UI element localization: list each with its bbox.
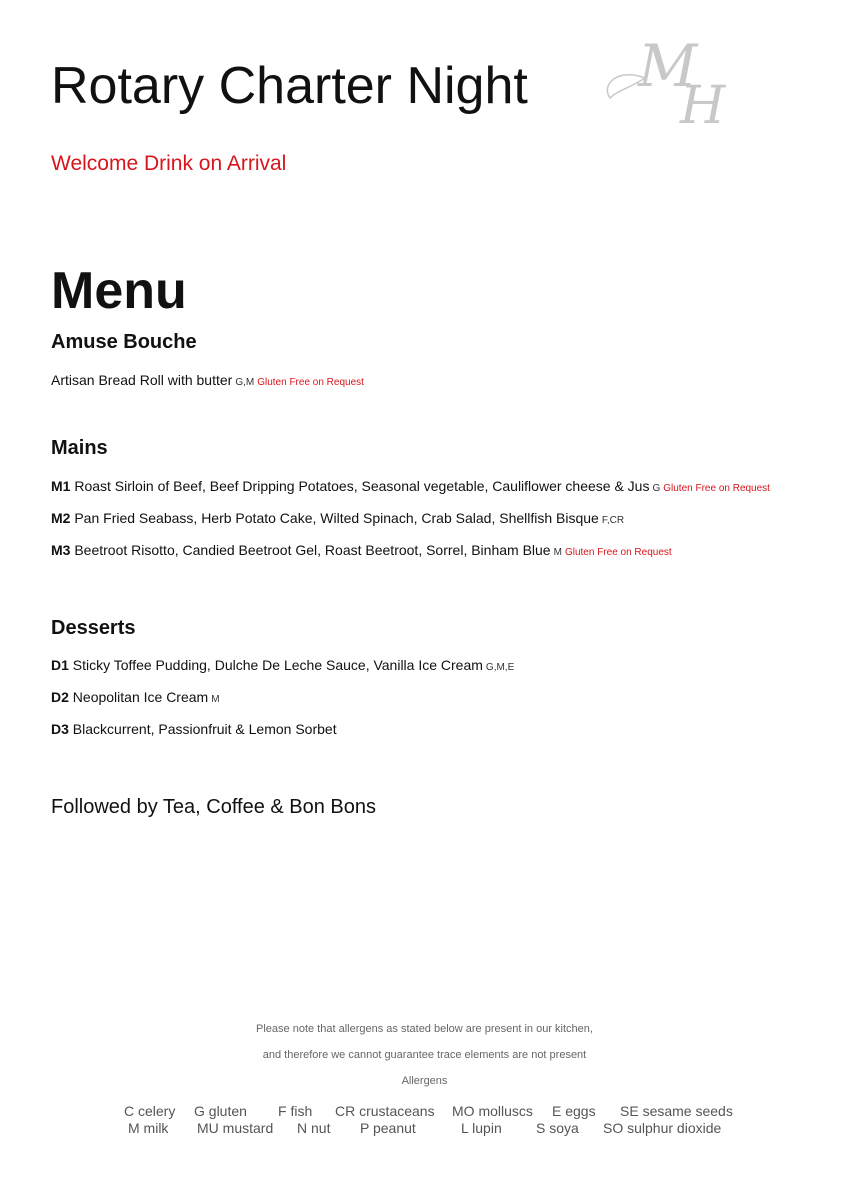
menu-item-m2: [51, 510, 624, 526]
allergen-legend-item: M milk: [128, 1120, 169, 1136]
allergens-title: Allergens: [401, 1075, 448, 1087]
gluten-free-note: Gluten Free on Request: [663, 483, 770, 494]
item-code: M2: [51, 510, 71, 526]
allergen-legend-item: C celery: [124, 1103, 176, 1119]
item-code: D3: [51, 721, 69, 737]
gluten-free-note: Gluten Free on Request: [564, 547, 672, 558]
allergen-legend-item: F fish: [278, 1103, 313, 1119]
gluten-free-note: Gluten Free on Request: [257, 377, 364, 388]
allergen-legend-item: CR crustaceans: [335, 1103, 435, 1119]
item-allergens: M: [553, 547, 562, 558]
item-text: Roast Sirloin of Beef, Beef Dripping Potatoes, Seasonal vegetable, Cauliflower cheese & Jus: [74, 478, 650, 494]
item-text: Pan Fried Seabass, Herb Potato Cake, Wilted Spinach, Crab Salad, Shellfish Bisque: [74, 510, 599, 526]
item-text: Artisan Bread Roll with butter: [51, 372, 233, 388]
section-desserts: Desserts: [51, 617, 136, 639]
logo-letter-h: H: [680, 76, 726, 134]
item-text: Sticky Toffee Pudding, Dulche De Leche Sauce, Vanilla Ice Cream: [72, 657, 483, 673]
page-title: Rotary Charter Night: [51, 57, 528, 115]
allergen-legend-item: L lupin: [461, 1120, 502, 1136]
menu-item-m1: [51, 478, 770, 494]
item-allergens: G: [652, 483, 661, 494]
item-code: M3: [51, 542, 71, 558]
section-mains: Mains: [51, 437, 108, 459]
allergen-legend-item: S soya: [536, 1120, 579, 1136]
allergen-legend-item: SO sulphur dioxide: [603, 1120, 722, 1136]
item-code: D2: [51, 689, 69, 705]
logo-letter-m: M: [638, 32, 698, 100]
section-amuse-bouche: Amuse Bouche: [51, 331, 197, 353]
item-allergens: G,M,E: [485, 662, 515, 673]
item-code: D1: [51, 657, 69, 673]
followed-by-text: Followed by Tea, Coffee & Bon Bons: [51, 796, 377, 818]
allergen-legend-item: G gluten: [194, 1103, 247, 1119]
menu-item-d2: [51, 689, 220, 705]
allergen-legend-item: N nut: [297, 1120, 331, 1136]
allergen-legend-item: P peanut: [360, 1120, 416, 1136]
allergen-legend-item: SE sesame seeds: [620, 1103, 733, 1119]
item-text: Blackcurrent, Passionfruit & Lemon Sorbet: [72, 721, 337, 737]
allergen-legend-item: E eggs: [552, 1103, 596, 1119]
menu-item-d1: [51, 657, 514, 673]
item-allergens: G,M: [235, 377, 255, 388]
allergen-note-line1: Please note that allergens as stated below are present in our kitchen,: [256, 1023, 593, 1035]
item-text: Neopolitan Ice Cream: [72, 689, 209, 705]
menu-item-m3: [51, 542, 672, 558]
allergen-note-line2: and therefore we cannot guarantee trace elements are not present: [262, 1049, 587, 1061]
item-allergens: F,CR: [601, 515, 625, 526]
item-allergens: M: [211, 694, 220, 705]
monogram-logo: [600, 28, 760, 134]
menu-item-d3: [51, 721, 337, 737]
menu-item-amuse: [51, 372, 364, 388]
menu-heading: Menu: [51, 262, 187, 320]
allergen-legend-item: MU mustard: [197, 1120, 274, 1136]
allergen-legend-item: MO molluscs: [452, 1103, 533, 1119]
welcome-text: Welcome Drink on Arrival: [51, 152, 287, 175]
item-code: M1: [51, 478, 71, 494]
item-text: Beetroot Risotto, Candied Beetroot Gel, Roast Beetroot, Sorrel, Binham Blue: [74, 542, 551, 558]
